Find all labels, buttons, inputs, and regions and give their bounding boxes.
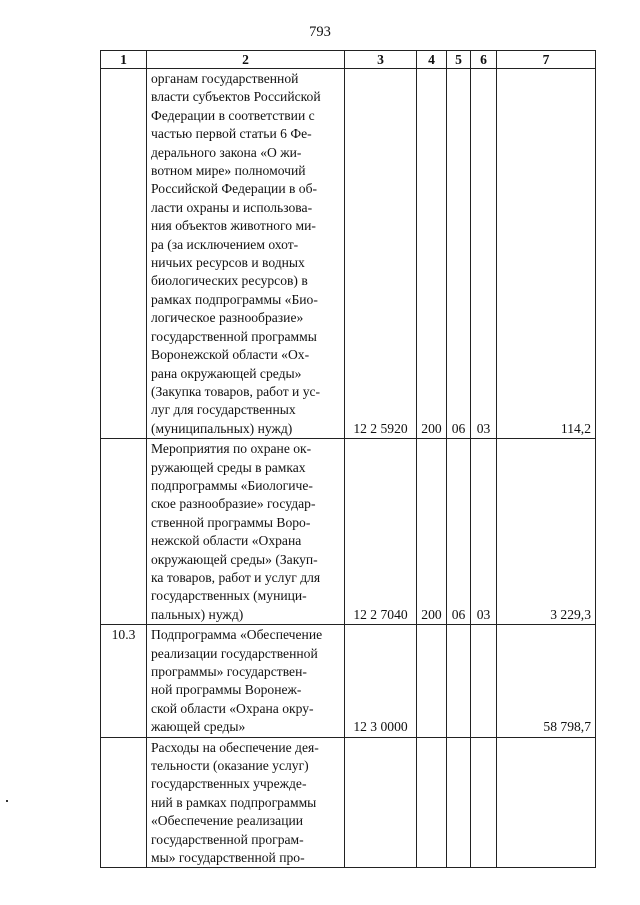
target-article-code: 12 3 0000 [345,625,417,737]
description-line: ний в рамках подпрограммы [151,794,317,810]
budget-table [100,50,596,868]
description-line: ной программы Воронеж- [151,682,302,698]
description-line: ласти охраны и использова- [151,199,313,215]
description-line: пальных) нужд) [151,606,244,622]
description-line: ружающей среды в рамках [151,459,306,475]
subsection-code [471,737,497,868]
section-code: 06 [447,69,471,439]
row-description [147,737,345,868]
row-number [101,737,147,868]
header-col-2: 2 [147,51,345,69]
description-line: (Закупка товаров, работ и ус- [151,383,321,399]
description-line: мы» государственной про- [151,850,305,866]
target-article-code: 12 2 5920 [345,69,417,439]
amount [497,737,596,868]
section-code [447,625,471,737]
expense-type-code: 200 [417,69,447,439]
description-line: программы» государствен- [151,664,307,679]
section-code [447,737,471,868]
description-line: Федерации в соответствии с [151,107,315,123]
target-article-code: 12 2 7040 [345,439,417,625]
description-line: Подпрограмма «Обеспечение [151,627,323,643]
description-line: государственной програм- [151,831,304,847]
description-line: биологических ресурсов) в [151,273,308,289]
description-line: ственной программы Воро- [151,514,311,530]
description-line: государственных (муници- [151,588,307,604]
description-line: ния объектов животного ми- [151,218,316,234]
expense-type-code: 200 [417,439,447,625]
description-line: окружающей среды» (Закуп- [151,551,318,567]
expense-type-code [417,625,447,737]
table-row [101,625,596,737]
scan-artifact-dot [6,800,8,802]
table-row [101,69,596,439]
header-col-4: 4 [417,51,447,69]
description-line: органам государственной [151,71,299,86]
header-col-7: 7 [497,51,596,69]
amount: 58 798,7 [497,625,596,737]
description-line: подпрограммы «Биологиче- [151,477,313,493]
description-line: ской области «Охрана окру- [151,700,314,716]
description-line: Российской Федерации в об- [151,181,318,197]
amount: 114,2 [497,69,596,439]
row-description [147,439,345,625]
description-line: ка товаров, работ и услуг для [151,569,321,585]
amount: 3 229,3 [497,439,596,625]
description-line: рана окружающей среды» [151,365,302,381]
description-line: власти субъектов Российской [151,89,321,105]
row-number [101,439,147,625]
header-col-1: 1 [101,51,147,69]
table-row [101,439,596,625]
page-number: 793 [309,24,331,40]
description-line: Мероприятия по охране ок- [151,441,312,457]
description-line: логическое разнообразие» [151,310,304,326]
description-line: ра (за исключением охот- [151,236,299,252]
header-row [101,51,596,69]
expense-type-code [417,737,447,868]
description-line: вотном мире» полномочий [151,163,306,179]
description-line: реализации государственной [151,645,318,661]
description-line: частью первой статьи 6 Фе- [151,126,312,142]
section-code: 06 [447,439,471,625]
description-line: дерального закона «О жи- [151,144,302,160]
description-line: государственных учрежде- [151,776,307,792]
description-line: ское разнообразие» государ- [151,496,316,512]
row-number: 10.3 [101,625,147,737]
subsection-code [471,625,497,737]
description-line: жающей среды» [151,719,246,735]
description-line: ничьих ресурсов и водных [151,255,305,271]
description-line: «Обеспечение реализации [151,813,304,829]
target-article-code [345,737,417,868]
description-line: рамках подпрограммы «Био- [151,291,318,307]
description-line: Расходы на обеспечение дея- [151,739,319,755]
description-line: нежской области «Охрана [151,533,302,549]
row-description [147,69,345,439]
table-row [101,737,596,868]
header-col-6: 6 [471,51,497,69]
description-line: тельности (оказание услуг) [151,758,309,774]
header-col-5: 5 [447,51,471,69]
subsection-code: 03 [471,69,497,439]
row-description [147,625,345,737]
description-line: Воронежской области «Ох- [151,347,310,363]
description-line: (муниципальных) нужд) [151,420,293,436]
header-col-3: 3 [345,51,417,69]
description-line: государственной программы [151,328,317,344]
description-line: луг для государственных [151,402,296,418]
subsection-code: 03 [471,439,497,625]
row-number [101,69,147,439]
